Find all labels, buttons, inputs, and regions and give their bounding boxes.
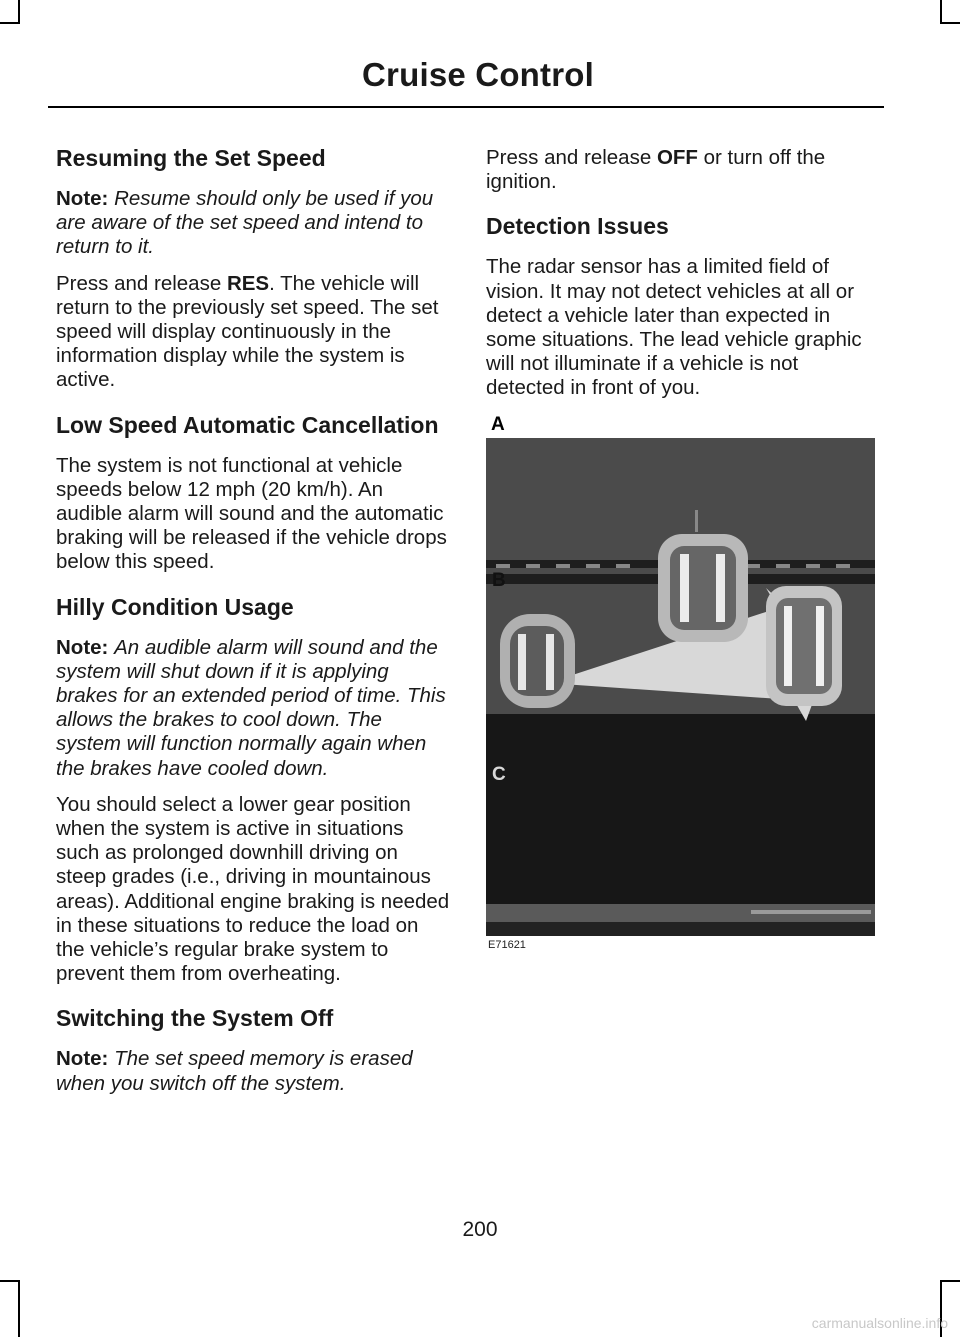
keyword-res: RES (226, 271, 270, 295)
crop-mark (18, 0, 20, 24)
section-heading: Detection Issues (486, 213, 669, 240)
paragraph-text: Press and release (486, 146, 657, 169)
section-heading: Resuming the Set Speed (56, 145, 326, 171)
header-divider (48, 106, 884, 108)
crop-mark (940, 0, 942, 24)
detection-figure (486, 414, 880, 954)
note-paragraph (56, 636, 450, 781)
note-paragraph (56, 187, 450, 260)
crop-mark (18, 1280, 20, 1337)
note-label: Note: (56, 187, 109, 210)
crop-mark (0, 1280, 20, 1282)
display-graphic-svg (486, 438, 875, 936)
vehicle-left-icon (500, 614, 575, 708)
left-column (56, 146, 450, 1108)
page-number: 200 (462, 1218, 498, 1241)
body-paragraph (56, 272, 450, 393)
crop-mark (0, 22, 20, 24)
section-heading: Low Speed Automatic Cancellation (56, 411, 439, 438)
watermark: carmanualsonline.info (811, 1315, 948, 1331)
figure-label-c: C (492, 764, 506, 785)
note-text: Resume should only be used if you are aware of the set speed and intend to return to it. (56, 187, 434, 259)
note-text: The set speed memory is erased when you switch off the system. (56, 1047, 413, 1095)
paragraph-text: . The vehicle will return to the previously set speed. The set speed will display continuously in the information display while the system is active. (56, 271, 439, 392)
right-column (486, 146, 880, 413)
display-graphic (486, 438, 875, 936)
crop-mark (940, 22, 960, 24)
figure-label-b: B (492, 570, 506, 591)
note-label: Note: (56, 1047, 109, 1071)
page-title: Cruise Control (362, 56, 594, 93)
keyword-off: OFF (656, 146, 698, 169)
lower-panel (486, 714, 875, 904)
crop-mark (940, 1280, 960, 1282)
note-text: An audible alarm will sound and the system will shut down if it is applying brakes for an extended period of time. This allows the brakes to cool down. The system will function normally again when the brakes have cooled down. (56, 635, 446, 780)
paragraph-text: or turn off the ignition. (486, 146, 826, 194)
body-paragraph: The radar sensor has a limited field of vision. It may not detect vehicles at all or detect a vehicle later than expected in some situations. The lead vehicle graphic will not illuminate if a vehicle is not detected in front of you. (486, 255, 862, 400)
body-paragraph (486, 146, 880, 194)
note-label: Note: (56, 635, 109, 659)
note-paragraph (56, 1047, 450, 1095)
body-paragraph: You should select a lower gear position when the system is active in situations such as prolonged downhill driving on steep grades (i.e., driving in mountainous areas). Additional engine braking is needed in these situations to reduce the load on the vehicle’s regular brake system to prevent them from overheating. (56, 792, 450, 986)
section-heading: Switching the System Off (56, 1005, 334, 1032)
body-paragraph: The system is not functional at vehicle speeds below 12 mph (20 km/h). An audible alarm will sound and the automatic braking will be released if the vehicle drops below this speed. (56, 453, 447, 574)
figure-code: E71621 (488, 939, 526, 951)
figure-label-a: A (491, 414, 505, 435)
section-heading: Hilly Condition Usage (56, 593, 294, 620)
paragraph-text: Press and release (56, 271, 227, 295)
vehicle-right-icon (766, 586, 842, 706)
